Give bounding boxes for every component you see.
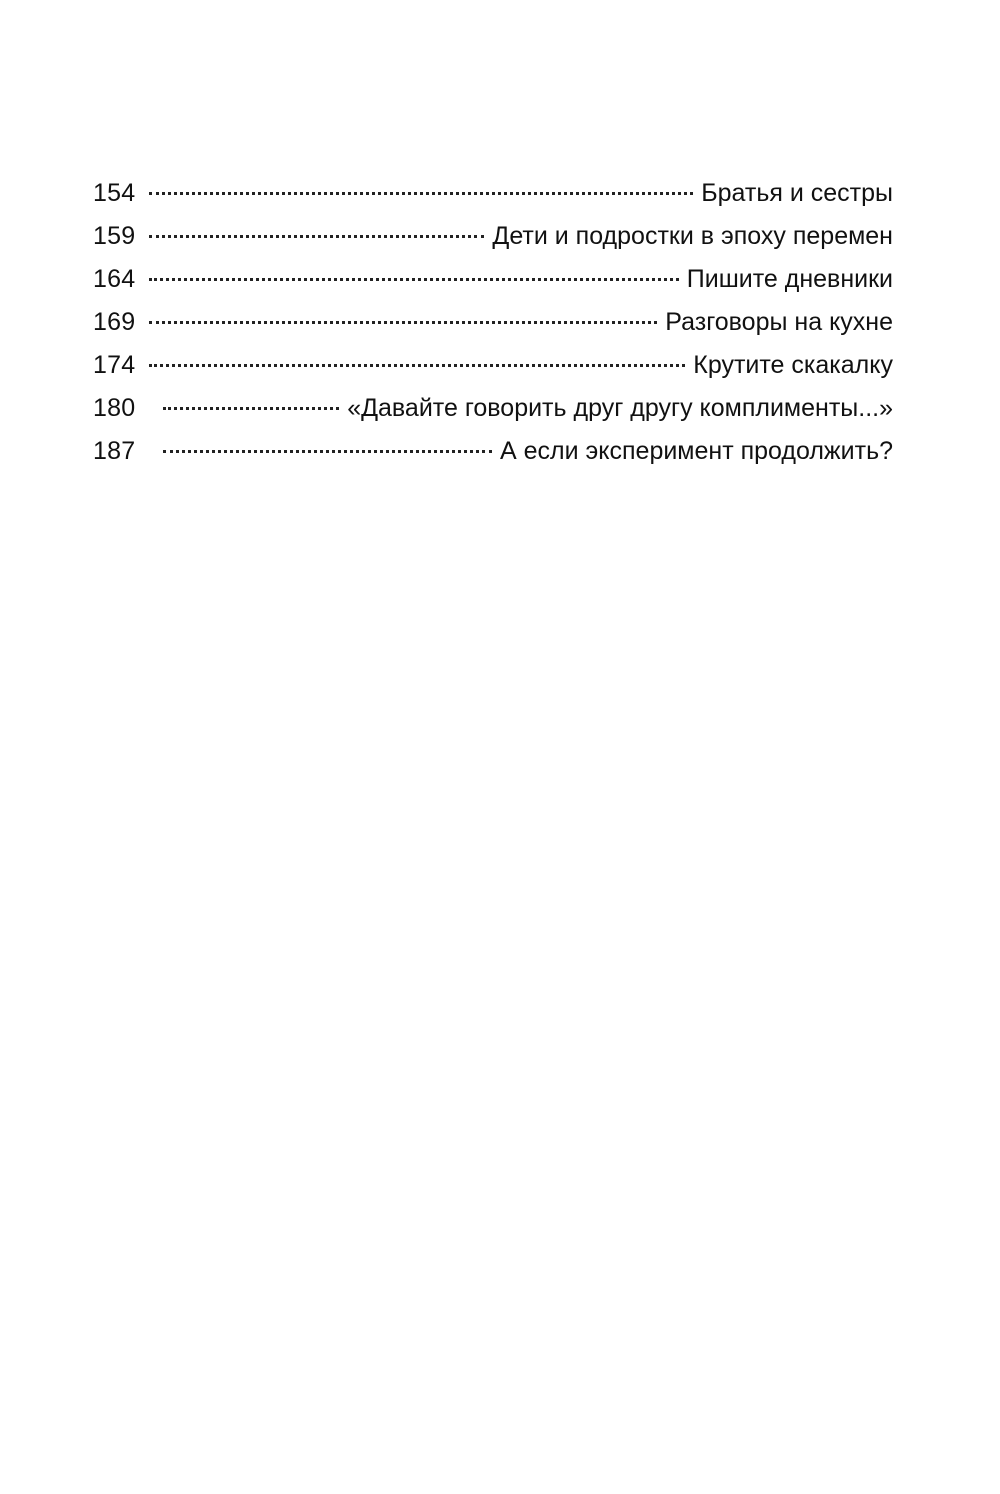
toc-title: Дети и подростки в эпоху перемен [492, 222, 893, 250]
toc-page-number: 164 [93, 265, 136, 293]
toc-dot-leader [149, 235, 484, 238]
toc-entry[interactable] [93, 258, 893, 301]
toc-entry[interactable] [93, 301, 893, 344]
toc-entry[interactable] [93, 387, 893, 430]
toc-dot-leader [163, 450, 492, 453]
toc-entry[interactable] [93, 172, 893, 215]
toc-dot-leader [163, 407, 339, 410]
toc-title: «Давайте говорить друг другу комплименты...» [347, 394, 893, 422]
toc-title: Разговоры на кухне [665, 308, 893, 336]
table-of-contents [93, 172, 893, 473]
toc-entry[interactable] [93, 344, 893, 387]
toc-title: Пишите дневники [686, 265, 893, 293]
toc-page-number: 187 [93, 437, 136, 465]
toc-title: Крутите скакалку [693, 351, 893, 379]
toc-title: А если эксперимент продолжить? [500, 437, 893, 465]
toc-page-number: 174 [93, 351, 136, 379]
toc-dot-leader [149, 364, 685, 367]
toc-page-number: 159 [93, 222, 136, 250]
toc-page-number: 154 [93, 179, 136, 207]
toc-page-number: 169 [93, 308, 136, 336]
toc-title: Братья и сестры [701, 179, 893, 207]
toc-dot-leader [149, 192, 693, 195]
toc-dot-leader [149, 278, 679, 281]
toc-entry[interactable] [93, 430, 893, 473]
toc-dot-leader [149, 321, 657, 324]
toc-entry[interactable] [93, 215, 893, 258]
toc-page-number: 180 [93, 394, 136, 422]
